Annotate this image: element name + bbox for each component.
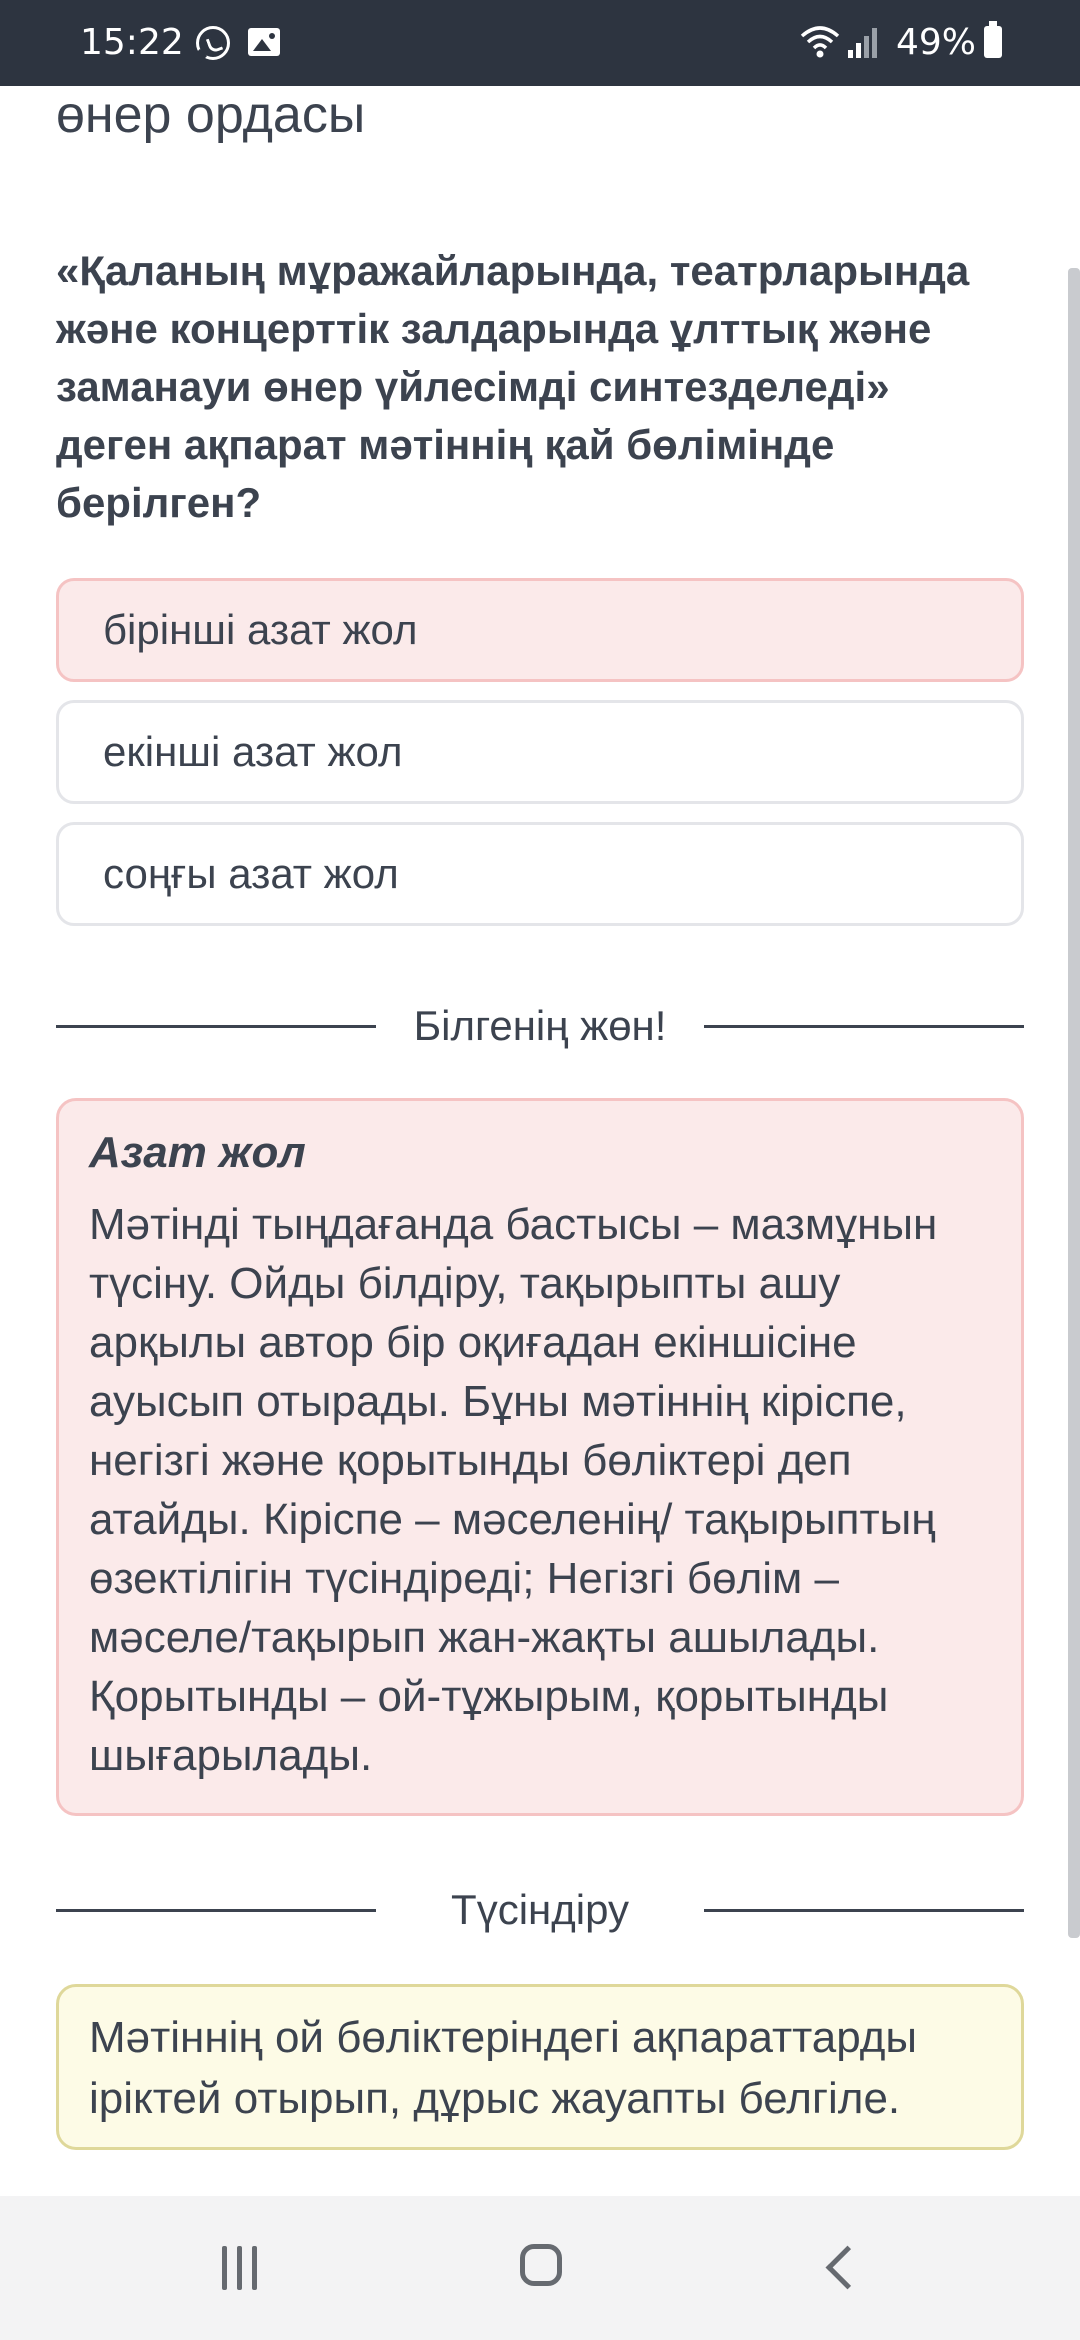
good-to-know-body: Мәтінді тыңдағанда бастысы – мазмұнын түсіну. Ойды білдіру, тақырыпты ашу арқылы автор бір оқиғадан екіншісіне ауысып отырады. Бұны мәтіннің кіріспе, негізгі және қорытынды бөліктері деп атайды. Кіріспе – мәселенің/ тақырыптың өзектілігін түсіндіреді; Негізгі бөлім – мәселе/тақырып жан-жақты ашылады. Қорытынды – ой-тұжырым, қорытынды шығарылады. <box>89 1200 938 1780</box>
page-title-tail: өнер ордасы <box>56 86 366 144</box>
signal-icon <box>846 24 880 60</box>
home-icon[interactable] <box>500 2238 580 2298</box>
navigation-bar <box>0 2196 1080 2340</box>
answer-option-2[interactable]: екінші азат жол <box>56 700 1024 804</box>
wifi-icon <box>800 22 840 62</box>
explanation-box: Мәтіннің ой бөліктеріндегі ақпараттарды іріктей отырып, дұрыс жауапты белгіле. <box>56 1984 1024 2150</box>
battery-text: 49% <box>896 22 977 63</box>
recents-icon[interactable] <box>200 2238 280 2298</box>
battery-icon <box>984 26 1002 58</box>
status-time: 15:22 <box>80 22 184 63</box>
explanation-heading: Түсіндіру <box>451 1886 629 1933</box>
good-to-know-title: Азат жол <box>89 1128 306 1177</box>
answer-option-3[interactable]: соңғы азат жол <box>56 822 1024 926</box>
gallery-icon <box>248 28 280 56</box>
explanation-divider <box>56 1880 1024 1940</box>
scrollbar[interactable] <box>1068 268 1080 1938</box>
question-text: «Қаланың мұражайларында, театрларында және концерттік залдарында ұлттық және заманауи өнер үйлесімді синтезделеді» деген ақпарат мәтіннің қай бөлімінде берілген? <box>56 247 970 526</box>
back-icon[interactable] <box>800 2238 880 2298</box>
good-to-know-box <box>56 1098 1024 1816</box>
whatsapp-icon <box>196 26 230 60</box>
good-to-know-heading: Білгенің жөн! <box>413 1002 667 1049</box>
answer-option-1[interactable]: бірінші азат жол <box>56 578 1024 682</box>
good-to-know-divider <box>56 996 1024 1056</box>
status-bar <box>0 0 1080 86</box>
